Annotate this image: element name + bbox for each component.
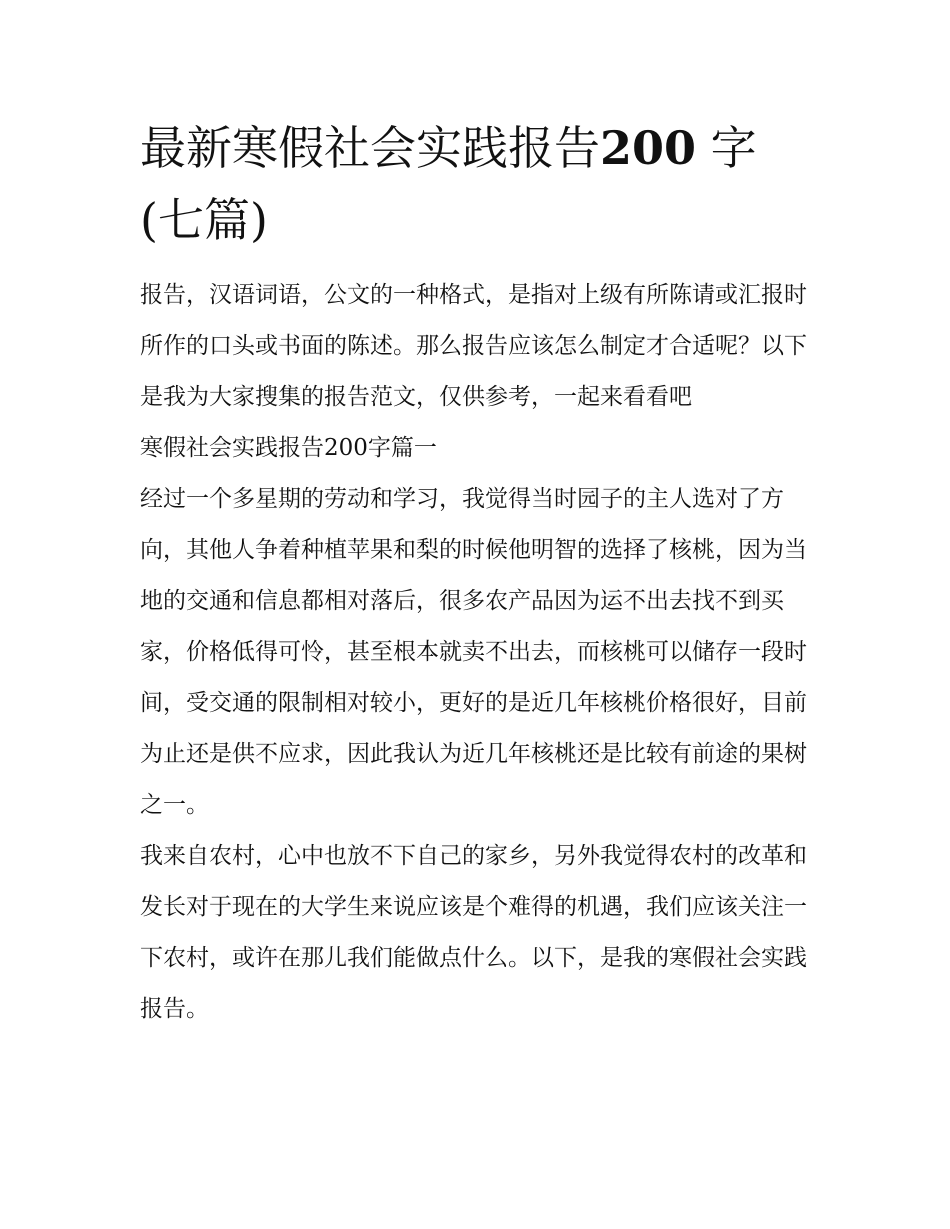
document-title — [140, 112, 812, 256]
section-heading: 寒假社会实践报告200字篇一 — [140, 435, 437, 461]
intro-paragraph: 报告，汉语词语，公文的一种格式，是指对上级有所陈请或汇报时所作的口头或书面的陈述。那么报告应该怎么制定才合适呢？以下是我为大家搜集的报告范文，仅供参考，一起来看看吧 — [140, 282, 807, 410]
title-subtitle: (七篇) — [140, 193, 268, 247]
document-body — [140, 112, 812, 1035]
body-paragraph-1: 经过一个多星期的劳动和学习，我觉得当时园子的主人选对了方向，其他人争着种植苹果和梨的时候他明智的选择了核桃，因为当地的交通和信息都相对落后，很多农产品因为运不出去找不到买家，价格低得可怜，甚至根本就卖不出去，而核桃可以储存一段时间，受交通的限制相对较小，更好的是近几年核桃价格很好，目前为止还是供不应求，因此我认为近几年核桃还是比较有前途的果树之一。 — [140, 486, 807, 818]
body-paragraph-2: 我来自农村，心中也放不下自己的家乡，另外我觉得农村的改革和发长对于现在的大学生来说应该是个难得的机遇，我们应该关注一下农村，或许在那儿我们能做点什么。以下，是我的寒假社会实践报告。 — [140, 843, 807, 1022]
title-text: 最新寒假社会实践报告 — [140, 121, 600, 175]
title-suffix: 字 — [710, 121, 757, 175]
title-number: 200 — [600, 121, 697, 175]
